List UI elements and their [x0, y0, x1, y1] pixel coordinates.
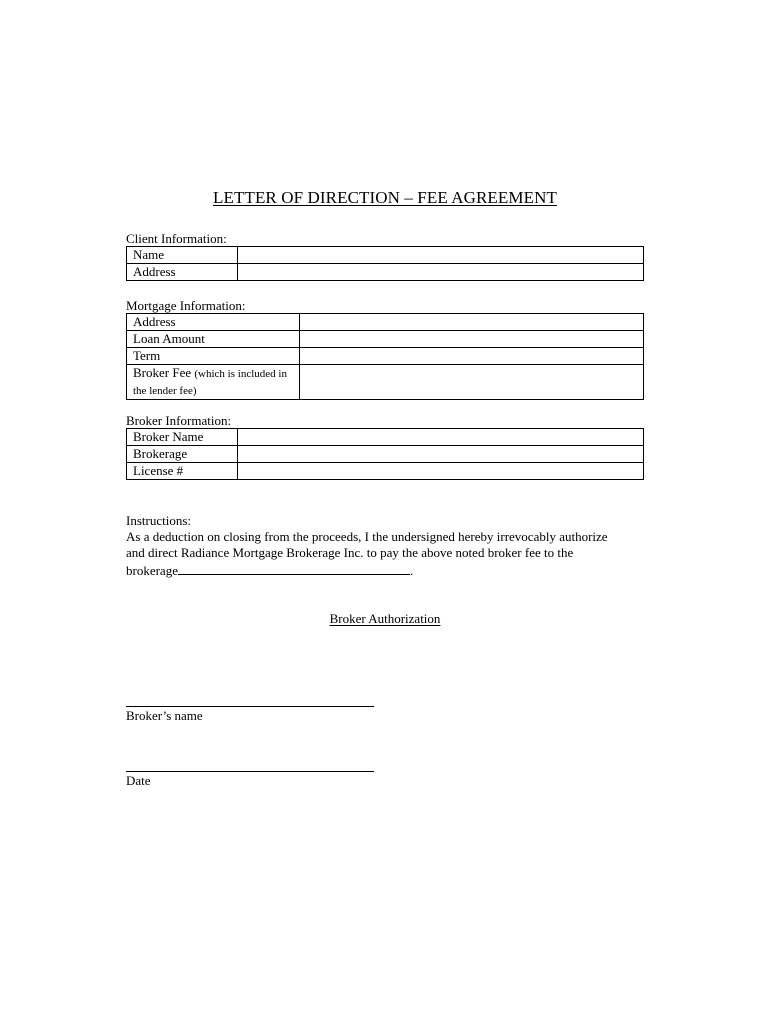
- table-row: [127, 264, 644, 281]
- broker-fee-note: (which is included in the lender fee): [133, 368, 287, 397]
- document-title: LETTER OF DIRECTION – FEE AGREEMENT: [213, 188, 557, 207]
- table-row: [127, 314, 644, 331]
- brokerage-label: Brokerage: [127, 446, 238, 463]
- broker-name-label: Broker Name: [127, 429, 238, 446]
- brokerage-blank[interactable]: [178, 562, 410, 575]
- broker-name-signature-line[interactable]: [126, 706, 374, 707]
- mortgage-info-label: Mortgage Information:: [126, 298, 246, 313]
- loan-amount-field[interactable]: [300, 331, 644, 348]
- broker-fee-field[interactable]: [300, 365, 644, 400]
- client-address-field[interactable]: [238, 264, 644, 281]
- term-field[interactable]: [300, 348, 644, 365]
- table-row: [127, 348, 644, 365]
- instructions-line-1: As a deduction on closing from the proceeds, I the undersigned hereby irrevocably authorize: [126, 529, 608, 544]
- table-row: [127, 429, 644, 446]
- table-row: [127, 365, 644, 400]
- brokerage-field[interactable]: [238, 446, 644, 463]
- broker-authorization-heading: Broker Authorization: [329, 611, 441, 626]
- broker-info-table: [126, 428, 644, 480]
- instructions-line-3: [126, 562, 646, 579]
- term-label: Term: [127, 348, 300, 365]
- table-row: [127, 463, 644, 480]
- client-name-label: Name: [127, 247, 238, 264]
- broker-name-signature-label: Broker’s name: [126, 708, 203, 723]
- mortgage-info-table: [126, 313, 644, 400]
- date-signature-label: Date: [126, 773, 151, 788]
- brokerage-prefix: brokerage: [126, 563, 178, 578]
- table-row: [127, 247, 644, 264]
- broker-fee-label-cell: [127, 365, 300, 400]
- client-address-label: Address: [127, 264, 238, 281]
- date-signature-line[interactable]: [126, 771, 374, 772]
- license-label: License #: [127, 463, 238, 480]
- table-row: [127, 446, 644, 463]
- license-field[interactable]: [238, 463, 644, 480]
- loan-amount-label: Loan Amount: [127, 331, 300, 348]
- client-name-field[interactable]: [238, 247, 644, 264]
- brokerage-suffix: .: [409, 563, 414, 578]
- broker-info-label: Broker Information:: [126, 413, 232, 428]
- instructions-heading: Instructions:: [126, 513, 191, 528]
- mortgage-address-field[interactable]: [300, 314, 644, 331]
- client-info-label: Client Information:: [126, 231, 227, 246]
- table-row: [127, 331, 644, 348]
- instructions-line-2: and direct Radiance Mortgage Brokerage Inc. to pay the above noted broker fee to the: [126, 545, 574, 560]
- mortgage-address-label: Address: [127, 314, 300, 331]
- broker-fee-label: Broker Fee: [133, 365, 192, 380]
- broker-name-field[interactable]: [238, 429, 644, 446]
- client-info-table: [126, 246, 644, 281]
